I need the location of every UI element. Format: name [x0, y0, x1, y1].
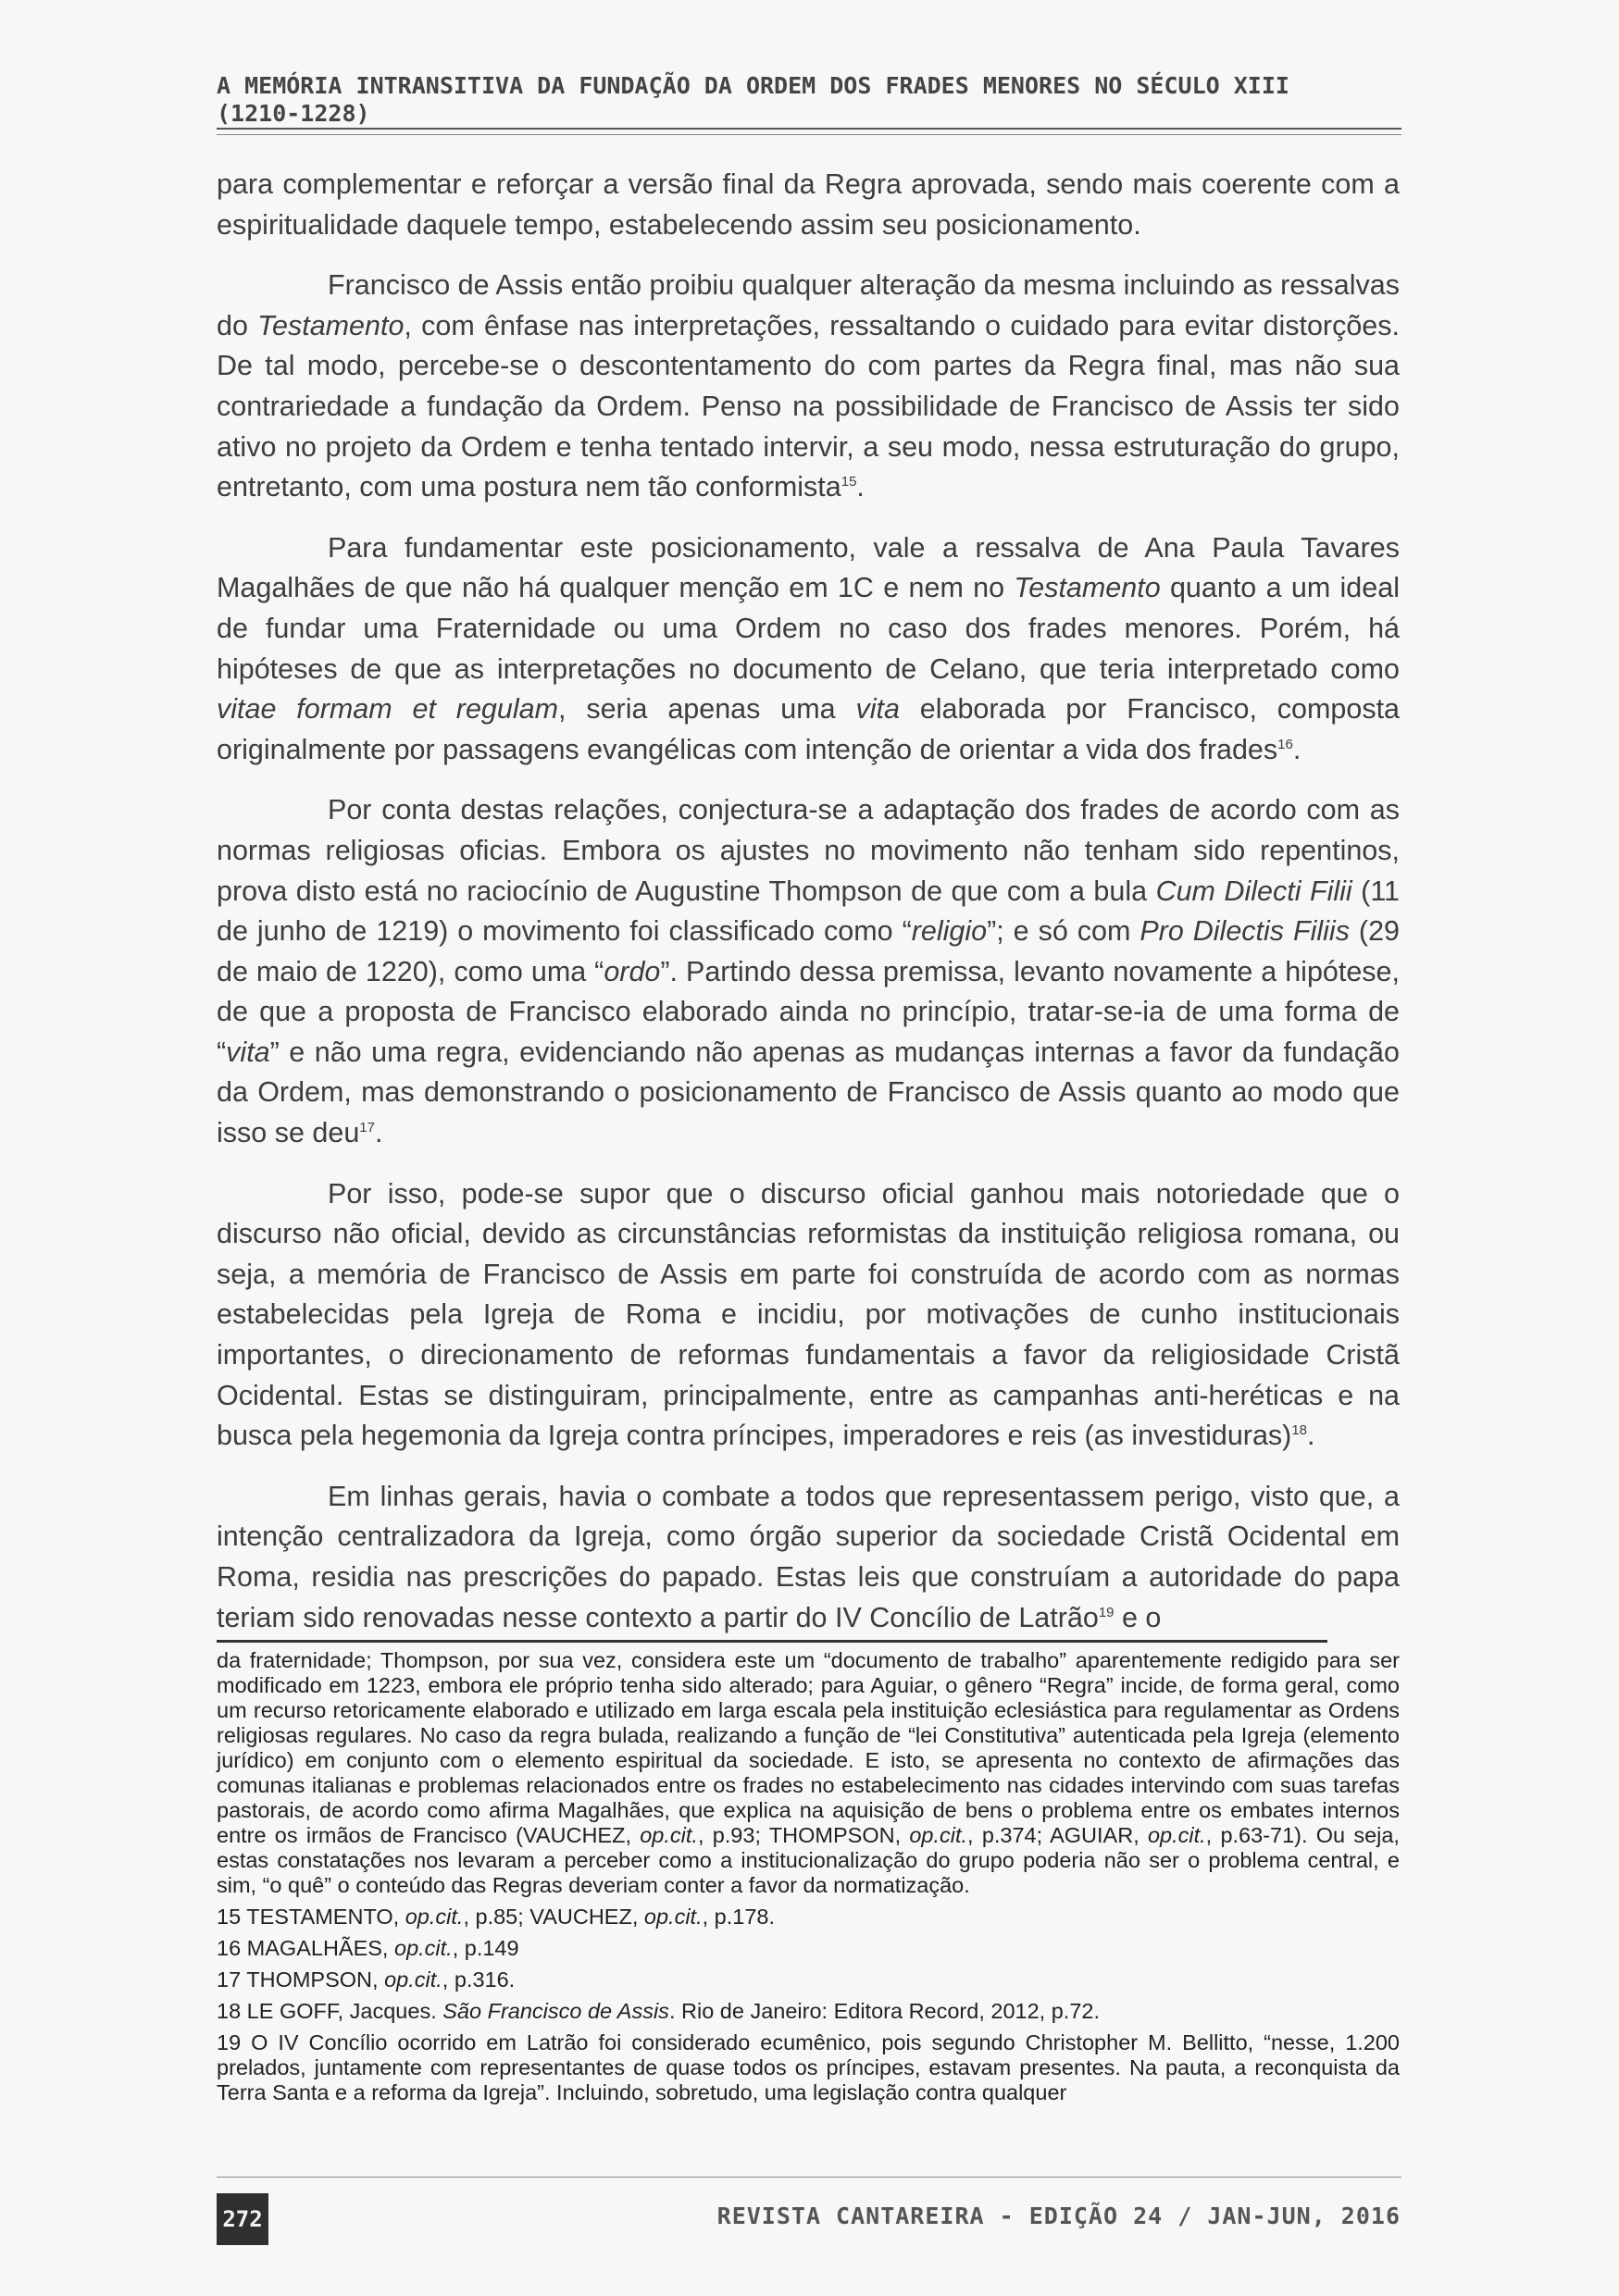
- footnotes: [217, 1648, 1400, 2112]
- main-text: [217, 165, 1400, 1658]
- paragraph-4: Por conta destas relações, conjectura-se a adaptação dos frades de acordo com as normas religiosas oficias. Embora os ajustes no movimento não tenham sido repentinos, prova disto está no raciocínio de Augustine Thompson de que com a bula Cum Dilecti Filii (11 de junho de 1219) o movimento foi classificado como “religio”; e só com Pro Dilectis Filiis (29 de maio de 1220), como uma “ordo”. Partindo dessa premissa, levanto novamente a hipótese, de que a proposta de Francisco elaborado ainda no princípio, tratar-se-ia de uma forma de “vita” e não uma regra, evidenciando não apenas as mudanças internas a favor da fundação da Ordem, mas demonstrando o posicionamento de Francisco de Assis quanto ao modo que isso se deu$^{17}$.: [217, 794, 1401, 1149]
- footnote-15: 15 TESTAMENTO, op.cit., p.85; VAUCHEZ, op.cit., p.178.: [217, 1905, 776, 1929]
- page-number: 272: [217, 2193, 268, 2245]
- footnote-ref-18[interactable]: 18: [1291, 1422, 1307, 1439]
- paragraph-2: Francisco de Assis então proibiu qualquer alteração da mesma incluindo as ressalvas do Testamento, com ênfase nas interpretações, ressaltando o cuidado para evitar distorções. De tal modo, percebe-se o descontentamento do com partes da Regra final, mas não sua contrariedade a fundação da Ordem. Penso na possibilidade de Francisco de Assis ter sido ativo no projeto da Ordem e tenha tentado intervir, a seu modo, nessa estruturação do grupo, entretanto, com uma postura nem tão conformista$^{15}$.: [217, 269, 1400, 503]
- footer-rule: [217, 2177, 1401, 2178]
- footnote-19: 19 O IV Concílio ocorrido em Latrão foi considerado ecumênico, pois segundo Christopher M. Bellitto, “nesse, 1.200 prelados, juntamente com representantes de quase todos os príncipes, estavam presentes. Na pauta, a reconquista da Terra Santa e a reforma da Igreja”. Incluindo, sobretudo, uma legislação contra qualquer: [217, 2030, 1400, 2104]
- paragraph-5: Por isso, pode-se supor que o discurso oficial ganhou mais notoriedade que o discurso não oficial, devido as circunstâncias reformistas da instituição religiosa romana, ou seja, a memória de Francisco de Assis em parte foi construída de acordo com as normas estabelecidas pela Igreja de Roma e incidiu, por motivações de cunho institucionais importantes, o direcionamento de reformas fundamentais a favor da religiosidade Cristã Ocidental. Estas se distinguiram, principalmente, entre as campanhas anti-heréticas e na busca pela hegemonia da Igreja contra príncipes, imperadores e reis (as investiduras)$^{18}$.: [217, 1177, 1400, 1452]
- running-header-title: A MEMÓRIA INTRANSITIVA DA FUNDAÇÃO DA ORDEM DOS FRADES MENORES NO SÉCULO XIII: [217, 72, 1289, 99]
- paragraph-6: Em linhas gerais, havia o combate a todos que representassem perigo, visto que, a intenção centralizadora da Igreja, como órgão superior da sociedade Cristã Ocidental em Roma, residia nas prescrições do papado. Estas leis que construíam a autoridade do papa teriam sido renovadas nesse contexto a partir do IV Concílio de Latrão$^{19}$ e o: [217, 1480, 1400, 1633]
- running-header: [217, 72, 1401, 128]
- footnote-ref-19[interactable]: 19: [1098, 1604, 1115, 1620]
- footnote-16: 16 MAGALHÃES, op.cit., p.149: [217, 1936, 519, 1960]
- footnote-separator: [217, 1640, 1327, 1643]
- paragraph-1: para complementar e reforçar a versão final da Regra aprovada, sendo mais coerente com a espiritualidade daquele tempo, estabelecendo assim seu posicionamento.: [217, 168, 1400, 241]
- footnote-continued: da fraternidade; Thompson, por sua vez, considera este um “documento de trabalho” aparentemente redigido para ser modificado em 1223, embora ele próprio tenha sido alterado; para Aguiar, o gênero “Regra” incide, de forma geral, como um recurso retoricamente elaborado e utilizado em larga escala pela instituição eclesiástica para regulamentar as Ordens religiosas regulares. No caso da regra bulada, realizando a função de “lei Constitutiva” autenticada pela Igreja (elemento jurídico) em conjunto com o elemento espiritual da sociedade. E isto, se apresenta no contexto de afirmações das comunas italianas e problemas relacionados entre os frades no estabelecimento nas cidades intervindo com suas tarefas pastorais, de acordo como afirma Magalhães, que explica na aquisição de bens o problema entre os embates internos entre os irmãos de Francisco (VAUCHEZ, op.cit., p.93; THOMPSON, op.cit., p.374; AGUIAR, op.cit., p.63-71). Ou seja, estas constatações nos levaram a perceber como a institucionalização do grupo poderia não ser o problema central, e sim, “o quê” o conteúdo das Regras deveriam conter a favor da normatização.: [217, 1648, 1400, 1897]
- footnote-ref-17[interactable]: 17: [359, 1119, 375, 1136]
- journal-name: REVISTA CANTAREIRA - EDIÇÃO 24 / JAN-JUN, 2016: [716, 2203, 1401, 2229]
- running-header-dates: (1210-1228): [217, 100, 370, 127]
- header-rule: [217, 128, 1401, 130]
- footnote-17: 17 THOMPSON, op.cit., p.316.: [217, 1967, 516, 1992]
- footnote-ref-16[interactable]: 16: [1277, 736, 1293, 752]
- footnote-ref-15[interactable]: 15: [841, 474, 857, 490]
- header-rule-thin: [217, 134, 1401, 135]
- footnote-18: 18 LE GOFF, Jacques. São Francisco de Assis. Rio de Janeiro: Editora Record, 2012, p.72.: [217, 1999, 1100, 2023]
- paragraph-3: Para fundamentar este posicionamento, vale a ressalva de Ana Paula Tavares Magalhães de que não há qualquer menção em 1C e nem no Testamento quanto a um ideal de fundar uma Fraternidade ou uma Ordem no caso dos frades menores. Porém, há hipóteses de que as interpretações no documento de Celano, que teria interpretado como vitae formam et regulam, seria apenas uma vita elaborada por Francisco, composta originalmente por passagens evangélicas com intenção de orientar a vida dos frades$^{16}$.: [217, 531, 1401, 765]
